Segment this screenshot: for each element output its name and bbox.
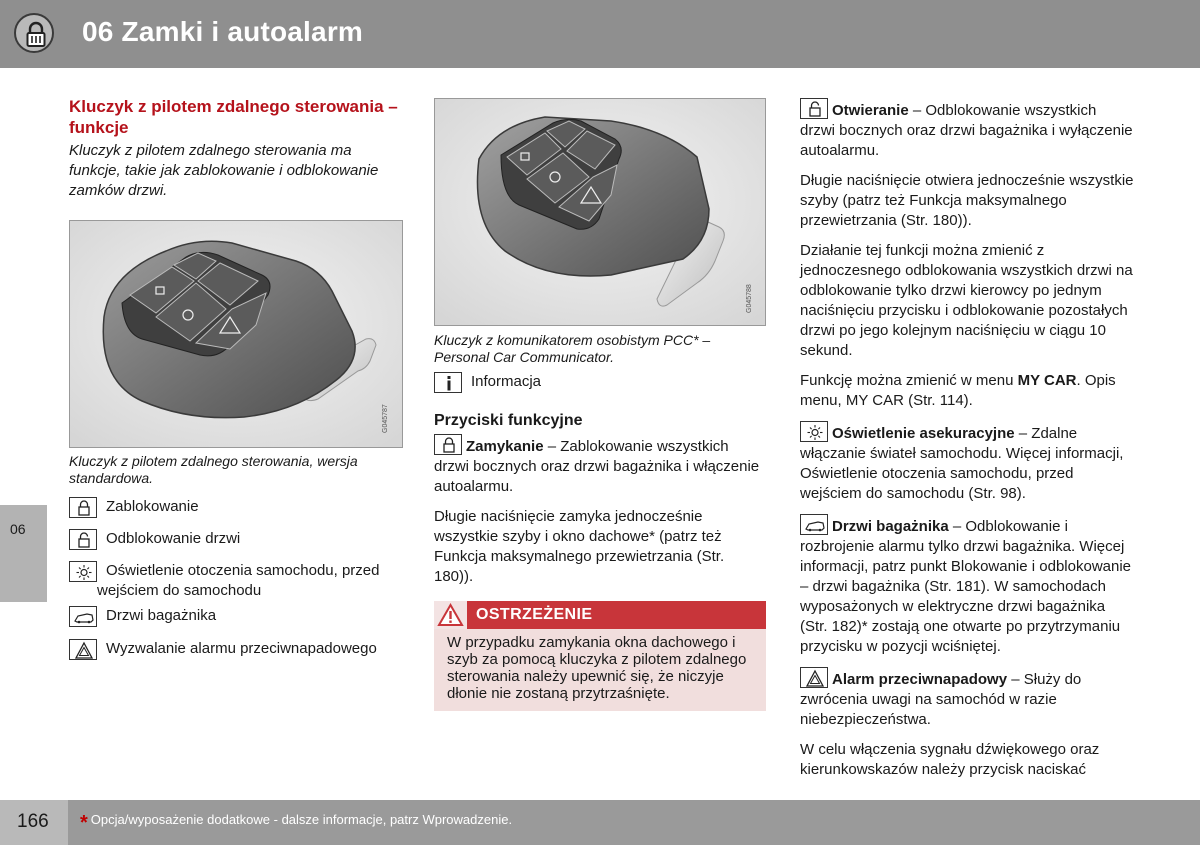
warning-header [434, 601, 766, 629]
chapter-tab [0, 505, 47, 602]
chapter-tab-label: 06 [10, 521, 26, 537]
lock-text: – Zablokowanie wszystkich drzwi bocznych oraz drzwi bagażnika i włączenie autoalarmu. [434, 438, 760, 495]
key-fob-standard-figure [69, 220, 403, 448]
unlock-text: – Odblokowanie wszystkich drzwi bocznych oraz drzwi bagażnika i wyłączenie autoalarmu. [800, 102, 1133, 159]
legend-item-approach-light [69, 561, 403, 606]
warning-title: OSTRZEŻENIE [476, 606, 593, 623]
key-fob-pcc-image [435, 99, 766, 326]
footer-note [80, 812, 512, 835]
legend-label: Odblokowanie drzwi [106, 530, 241, 547]
tailgate-term: Drzwi bagażnika [832, 518, 949, 535]
menu-name: MY CAR [1017, 372, 1077, 389]
chapter-header [0, 0, 1200, 68]
lock-icon [434, 434, 462, 455]
approach-light-icon [800, 421, 828, 442]
menu-text-suffix: . Opis menu, MY CAR (Str. 114). [800, 372, 1116, 409]
legend-item-unlock [69, 529, 403, 561]
key-fob-pcc-figure [434, 98, 766, 326]
lock-term: Zamykanie [466, 438, 544, 455]
menu-text-prefix: Funkcję można zmienić w menu [800, 372, 1018, 389]
unlock-term: Otwieranie [832, 102, 909, 119]
key-fob-standard-image [70, 221, 403, 448]
button-legend [69, 497, 403, 663]
asterisk-marker: * [80, 812, 88, 834]
column-right [800, 98, 1135, 790]
lock-paragraph [434, 434, 766, 497]
unlock-paragraph-4 [800, 371, 1135, 411]
page-footer [0, 800, 1200, 845]
warning-icon [434, 601, 467, 629]
legend-label: Informacja [471, 373, 542, 390]
tailgate-paragraph [800, 514, 1135, 657]
page-number-box [0, 800, 68, 845]
footer-note-text: Opcja/wyposażenie dodatkowe - dalsze informacje, patrz Wprowadzenie. [90, 812, 513, 827]
legend-item-panic-alarm [69, 639, 403, 663]
approach-light-paragraph [800, 421, 1135, 504]
lock-icon [14, 13, 54, 53]
unlock-icon [69, 529, 97, 550]
legend-item-tailgate [69, 606, 403, 639]
figure-code: G045788 [746, 284, 753, 313]
legend-item-information [434, 372, 766, 396]
tailgate-text: – Odblokowanie i rozbrojenie alarmu tylko drzwi bagażnika. Więcej informacji, patrz punkt Blokowanie i odblokowanie – drzwi bagażnika (Str. 181). W samochodach wyposażonych w elektryczne drzwi bagażnika (Str. 182)* zostają one otwarte po przytrzymaniu przycisku w pozycji wciśniętej. [800, 518, 1132, 655]
unlock-paragraph [800, 98, 1135, 161]
tailgate-icon [69, 606, 97, 627]
tailgate-icon [800, 514, 828, 535]
lock-paragraph-2: Długie naciśnięcie zamyka jednocześnie wszystkie szyby i okno dachowe* (patrz też Funkcja maksymalnego przewietrzania (Str. 180)). [434, 508, 725, 585]
approach-light-icon [69, 561, 97, 582]
warning-text: W przypadku zamykania okna dachowego i szyb za pomocą kluczyka z pilotem zdalnego sterowania należy upewnić się, że niczyje dłonie nie zostaną przytrzaśnięte. [447, 634, 747, 702]
panic-alarm-icon [69, 639, 97, 660]
panic-alarm-paragraph [800, 667, 1135, 730]
column-middle [434, 98, 766, 711]
panic-alarm-term: Alarm przeciwnapadowy [832, 671, 1008, 688]
subsection-heading: Przyciski funkcyjne [434, 412, 583, 429]
section-heading: Kluczyk z pilotem zdalnego sterowania – funkcje [69, 97, 398, 137]
unlock-paragraph-3: Działanie tej funkcji można zmienić z jednoczesnego odblokowania wszystkich drzwi na odblokowanie tylko drzwi kierowcy po jednym naciśnięciu przycisku i odblokowanie pozostałych drzwi po jego kolejnym naciśnięciu w ciągu 10 sekund. [800, 242, 1133, 359]
approach-light-term: Oświetlenie asekuracyjne [832, 425, 1015, 442]
legend-label: Oświetlenie otoczenia samochodu, przed wejściem do samochodu [97, 562, 380, 599]
legend-label: Drzwi bagażnika [106, 607, 217, 624]
information-icon [434, 372, 462, 393]
legend-item-lock [69, 497, 403, 529]
column-left [69, 96, 403, 663]
legend-label: Wyzwalanie alarmu przeciwnapadowego [106, 640, 377, 657]
panic-alarm-text: – Służy do zwrócenia uwagi na samochód w razie niebezpieczeństwa. [800, 671, 1082, 728]
lock-icon [69, 497, 97, 518]
unlock-icon [800, 98, 828, 119]
figure-code: G045787 [382, 404, 389, 433]
figure-caption: Kluczyk z pilotem zdalnego sterowania, wersja standardowa. [69, 453, 358, 486]
panic-alarm-icon [800, 667, 828, 688]
legend-label: Zablokowanie [106, 498, 199, 515]
section-intro: Kluczyk z pilotem zdalnego sterowania ma funkcje, takie jak zablokowanie i odblokowanie zamków drzwi. [69, 142, 379, 199]
warning-box [434, 601, 766, 711]
figure-caption: Kluczyk z komunikatorem osobistym PCC* – Personal Car Communicator. [434, 332, 711, 365]
approach-light-text: – Zdalne włączanie świateł samochodu. Więcej informacji, Oświetlenie otoczenia samochodu, przed wejściem do samochodu (Str. 98). [800, 425, 1124, 502]
chapter-title: 06 Zamki i autoalarm [82, 16, 364, 47]
page-number: 166 [17, 811, 49, 832]
unlock-paragraph-2: Długie naciśnięcie otwiera jednocześnie wszystkie szyby (patrz też Funkcja maksymalnego przewietrzania (Str. 180)). [800, 172, 1134, 229]
panic-alarm-paragraph-2: W celu włączenia sygnału dźwiękowego oraz kierunkowskazów należy przycisk naciskać [800, 741, 1100, 778]
